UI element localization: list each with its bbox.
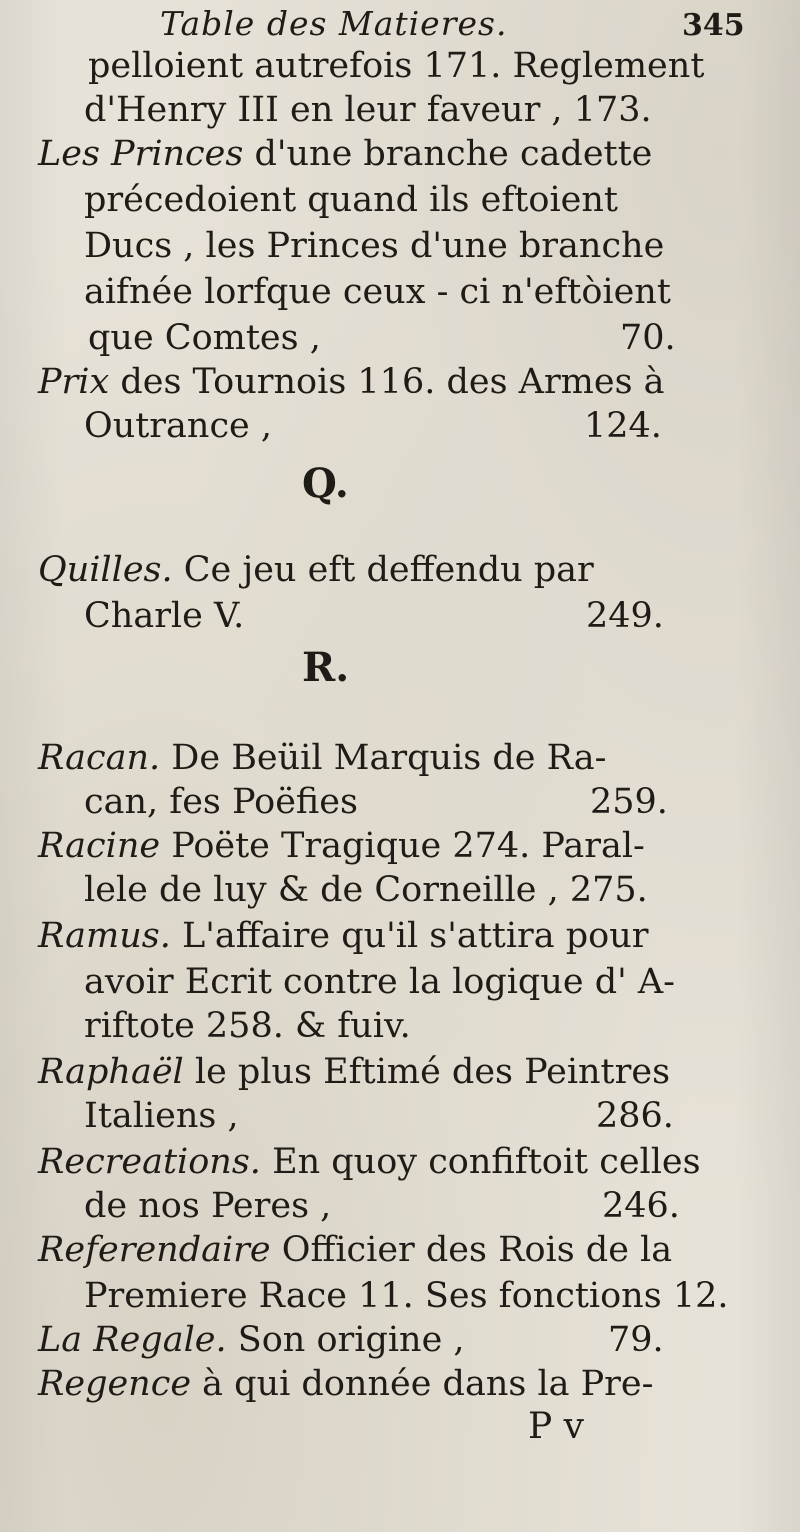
entry-heading: Prix <box>38 362 110 402</box>
section-letter-q: Q. <box>302 460 349 507</box>
line-text: des Tournois 116. des Armes à <box>109 362 665 402</box>
entry-heading: Raphaël <box>38 1052 184 1092</box>
line-text: que Comtes , <box>88 318 321 358</box>
line-text: riftote 258. & fuiv. <box>84 1006 411 1046</box>
index-line <box>84 1004 411 1048</box>
index-line <box>88 316 676 360</box>
running-header: Table des Matieres. <box>160 4 508 43</box>
line-text: L'affaire qu'il s'attira pour <box>170 916 649 956</box>
index-line <box>84 178 618 222</box>
index-entry <box>38 132 652 176</box>
line-text: d'une branche cadette <box>243 134 653 174</box>
line-text: lele de luy & de Corneille , 275. <box>84 870 648 910</box>
index-entry <box>38 1050 670 1094</box>
line-text: En quoy confiftoit celles <box>260 1142 701 1182</box>
line-text: Italiens , <box>84 1096 239 1136</box>
page-reference: 70. <box>620 318 676 358</box>
line-text: Son origine , <box>226 1320 465 1360</box>
line-text: avoir Ecrit contre la logique d' A- <box>84 962 675 1002</box>
page-reference: 124. <box>584 406 662 446</box>
index-entry <box>38 548 594 592</box>
page-reference: 249. <box>586 596 664 636</box>
index-line <box>84 1184 680 1228</box>
index-line <box>84 88 652 132</box>
index-line <box>88 44 704 88</box>
entry-heading: Regence <box>38 1364 192 1404</box>
entry-heading: Les Princes <box>38 134 244 174</box>
entry-heading: La Regale. <box>38 1320 227 1360</box>
index-entry <box>38 914 649 958</box>
line-text: Premiere Race 11. Ses fonctions 12. <box>84 1276 729 1316</box>
page-reference: 286. <box>596 1096 674 1136</box>
index-entry <box>38 736 606 780</box>
index-entry <box>38 1318 664 1362</box>
page-number: 345 <box>682 8 745 43</box>
line-text: Charle V. <box>84 596 245 636</box>
index-line <box>84 960 675 1004</box>
section-letter-r: R. <box>302 644 350 691</box>
entry-heading: Ramus. <box>38 916 171 956</box>
line-text: aifnée lorfque ceux - ci n'eftòient <box>84 272 671 312</box>
page-reference: 246. <box>602 1186 680 1226</box>
line-text: le plus Eftimé des Peintres <box>183 1052 671 1092</box>
index-line <box>84 1094 674 1138</box>
entry-heading: Recreations. <box>38 1142 261 1182</box>
entry-heading: Quilles. <box>38 550 173 590</box>
index-line <box>84 404 662 448</box>
index-line <box>84 594 664 638</box>
line-text: Officier des Rois de la <box>270 1230 673 1270</box>
entry-heading: Referendaire <box>38 1230 271 1270</box>
index-entry <box>38 360 665 404</box>
line-text: à qui donnée dans la Pre- <box>191 1364 654 1404</box>
entry-heading: Racine <box>38 826 161 866</box>
index-entry <box>38 1140 701 1184</box>
index-entry <box>38 1362 653 1406</box>
line-text: Poëte Tragique 274. Paral- <box>160 826 645 866</box>
line-text: De Beüil Marquis de Ra- <box>160 738 607 778</box>
index-line <box>84 1274 728 1318</box>
line-text: pelloient autrefois 171. Reglement <box>88 46 705 86</box>
line-text: can, fes Poëfies <box>84 782 358 822</box>
index-line <box>84 224 664 268</box>
index-line <box>84 780 668 824</box>
entry-heading: Racan. <box>38 738 161 778</box>
page-reference: 259. <box>590 782 668 822</box>
index-line <box>84 868 648 912</box>
index-entry <box>38 824 645 868</box>
line-text: Outrance , <box>84 406 273 446</box>
line-text: d'Henry III en leur faveur , 173. <box>84 90 652 130</box>
index-entry <box>38 1228 672 1272</box>
line-text: Ce jeu eft deffendu par <box>172 550 594 590</box>
page-reference: 79. <box>608 1320 664 1360</box>
index-line <box>84 270 671 314</box>
line-text: de nos Peres , <box>84 1186 332 1226</box>
line-text: précedoient quand ils eftoient <box>84 180 618 220</box>
line-text: Ducs , les Princes d'une branche <box>84 226 665 266</box>
catchword: P v <box>528 1406 585 1447</box>
